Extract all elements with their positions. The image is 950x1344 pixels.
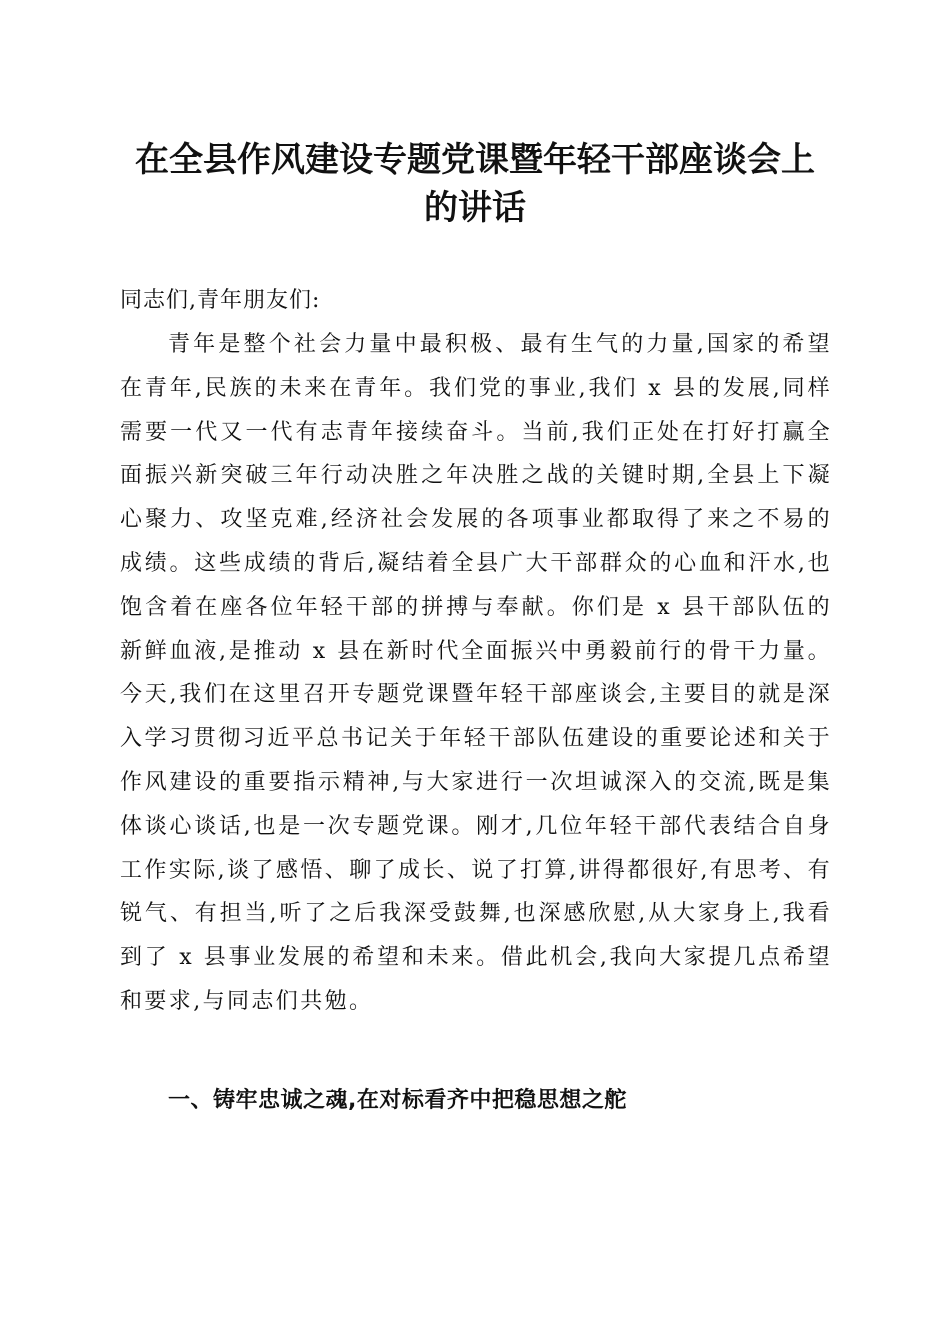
document-title (118, 136, 832, 232)
section-heading-1: 一、铸牢忠诚之魂,在对标看齐中把稳思想之舵 (168, 1088, 627, 1113)
title-line-1: 在全县作风建设专题党课暨年轻干部座谈会上 (135, 140, 815, 180)
title-line-2: 的讲话 (424, 188, 526, 228)
opening-paragraph: 青年是整个社会力量中最积极、最有生气的力量,国家的希望在青年,民族的未来在青年。我们党的事业,我们 x 县的发展,同样需要一代又一代有志青年接续奋斗。当前,我们正处在打好打赢全面振兴新突破三年行动决胜之年决胜之战的关键时期,全县上下凝心聚力、攻坚克难,经济社会发展的各项事业都取得了来之不易的成绩。这些成绩的背后,凝结着全县广大干部群众的心血和汗水,也饱含着在座各位年轻干部的拼搏与奉献。你们是 x 县干部队伍的新鲜血液,是推动 x 县在新时代全面振兴中勇毅前行的骨干力量。今天,我们在这里召开专题党课暨年轻干部座谈会,主要目的就是深入学习贯彻习近平总书记关于年轻干部队伍建设的重要论述和关于作风建设的重要指示精神,与大家进行一次坦诚深入的交流,既是集体谈心谈话,也是一次专题党课。刚才,几位年轻干部代表结合自身工作实际,谈了感悟、聊了成长、说了打算,讲得都很好,有思考、有锐气、有担当,听了之后我深受鼓舞,也深感欣慰,从大家身上,我看到了 x 县事业发展的希望和未来。借此机会,我向大家提几点希望和要求,与同志们共勉。 (120, 332, 832, 1014)
salutation: 同志们,青年朋友们: (120, 288, 321, 313)
